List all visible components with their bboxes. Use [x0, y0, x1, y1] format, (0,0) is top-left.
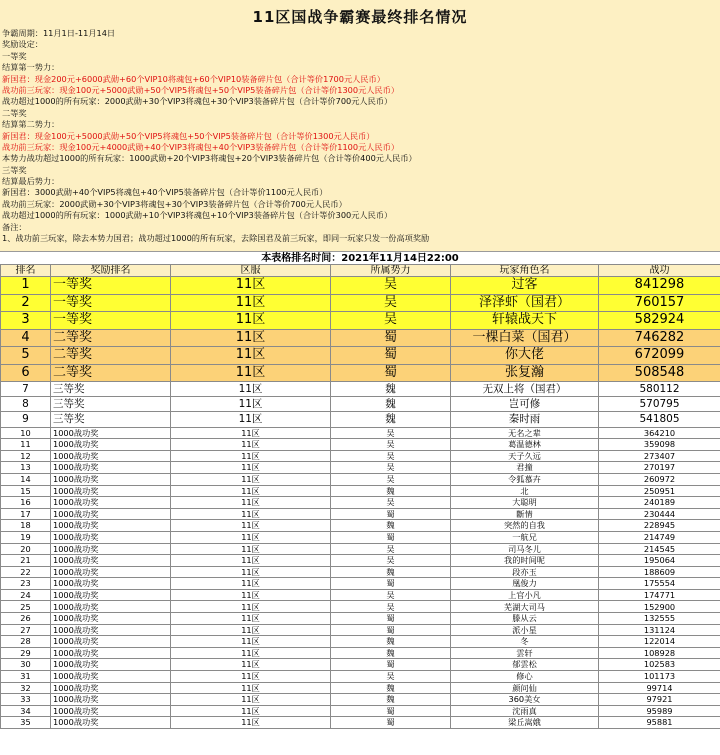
note-line: 新国君：3000武勋+40个VIP5将魂包+40个VIP5装备碎片包（合计等价1100元人民币）	[2, 187, 328, 198]
rank-cell: 3	[1, 312, 51, 330]
faction-cell: 吴	[331, 462, 451, 474]
award-cell: 1000战功奖	[51, 694, 171, 706]
player-name-cell: 轩辕战天下	[451, 312, 599, 330]
server-cell: 11区	[171, 694, 331, 706]
faction-cell: 魏	[331, 694, 451, 706]
table-row	[1, 578, 720, 590]
ranking-table	[0, 264, 720, 729]
faction-cell: 吴	[331, 589, 451, 601]
note-line: 战功超过1000的所有玩家：2000武勋+30个VIP3将魂包+30个VIP3装备碎片包（合计等价700元人民币）	[2, 96, 393, 107]
rank-cell: 20	[1, 543, 51, 555]
table-row	[1, 543, 720, 555]
merit-cell: 131124	[599, 624, 720, 636]
award-cell: 1000战功奖	[51, 682, 171, 694]
player-name-cell: 过客	[451, 277, 599, 295]
server-cell: 11区	[171, 439, 331, 451]
merit-cell: 746282	[599, 329, 720, 347]
column-header-rank: 排名	[1, 265, 51, 277]
server-cell: 11区	[171, 294, 331, 312]
rank-cell: 15	[1, 485, 51, 497]
table-row	[1, 485, 720, 497]
award-cell: 1000战功奖	[51, 543, 171, 555]
column-header-player: 玩家角色名	[451, 265, 599, 277]
award-cell: 1000战功奖	[51, 462, 171, 474]
player-name-cell: 葛温德林	[451, 439, 599, 451]
rank-cell: 10	[1, 427, 51, 439]
table-row	[1, 497, 720, 509]
award-cell: 一等奖	[51, 312, 171, 330]
table-row	[1, 705, 720, 717]
rank-cell: 26	[1, 613, 51, 625]
merit-cell: 230444	[599, 508, 720, 520]
faction-cell: 蜀	[331, 659, 451, 671]
table-row	[1, 520, 720, 532]
rank-cell: 34	[1, 705, 51, 717]
award-cell: 1000战功奖	[51, 589, 171, 601]
player-name-cell: 360美女	[451, 694, 599, 706]
server-cell: 11区	[171, 624, 331, 636]
info-header	[0, 0, 720, 251]
server-cell: 11区	[171, 531, 331, 543]
award-cell: 1000战功奖	[51, 555, 171, 567]
note-line: 争霸周期：11月1日-11月14日	[2, 28, 116, 38]
faction-cell: 蜀	[331, 705, 451, 717]
player-name-cell: 一航兄	[451, 531, 599, 543]
award-cell: 一等奖	[51, 277, 171, 295]
player-name-cell: 突然的自我	[451, 520, 599, 532]
note-line: 新国君：现金100元+5000武勋+50个VIP5将魂包+50个VIP5装备碎片包（合计等价1300元人民币）	[2, 130, 375, 141]
merit-cell: 672099	[599, 347, 720, 365]
award-cell: 二等奖	[51, 329, 171, 347]
player-name-cell: 你大佬	[451, 347, 599, 365]
award-cell: 三等奖	[51, 412, 171, 427]
faction-cell: 吴	[331, 473, 451, 485]
column-header-merit: 战功	[599, 265, 720, 277]
rank-cell: 22	[1, 566, 51, 578]
server-cell: 11区	[171, 397, 331, 412]
table-header-row	[1, 265, 720, 277]
player-name-cell: 北	[451, 485, 599, 497]
player-name-cell: 段亦玉	[451, 566, 599, 578]
award-cell: 1000战功奖	[51, 508, 171, 520]
award-cell: 1000战功奖	[51, 497, 171, 509]
merit-cell: 102583	[599, 659, 720, 671]
merit-cell: 195064	[599, 555, 720, 567]
faction-cell: 吴	[331, 497, 451, 509]
server-cell: 11区	[171, 682, 331, 694]
faction-cell: 魏	[331, 647, 451, 659]
award-cell: 1000战功奖	[51, 439, 171, 451]
table-row	[1, 659, 720, 671]
rank-cell: 31	[1, 671, 51, 683]
merit-cell: 250951	[599, 485, 720, 497]
faction-cell: 吴	[331, 294, 451, 312]
player-name-cell: 天子久远	[451, 450, 599, 462]
table-row	[1, 717, 720, 729]
server-cell: 11区	[171, 566, 331, 578]
rank-cell: 23	[1, 578, 51, 590]
note-line: 备注：	[2, 221, 27, 232]
note-line: 本势力战功超过1000的所有玩家：1000武勋+20个VIP3将魂包+20个VIP3装备碎片包（合计等价400元人民币）	[2, 153, 417, 164]
merit-cell: 214545	[599, 543, 720, 555]
rank-cell: 2	[1, 294, 51, 312]
award-cell: 1000战功奖	[51, 578, 171, 590]
table-row	[1, 347, 720, 365]
award-cell: 一等奖	[51, 294, 171, 312]
merit-cell: 570795	[599, 397, 720, 412]
faction-cell: 蜀	[331, 508, 451, 520]
rank-cell: 21	[1, 555, 51, 567]
server-cell: 11区	[171, 671, 331, 683]
faction-cell: 吴	[331, 671, 451, 683]
rank-cell: 19	[1, 531, 51, 543]
merit-cell: 175554	[599, 578, 720, 590]
faction-cell: 魏	[331, 636, 451, 648]
table-row	[1, 671, 720, 683]
server-cell: 11区	[171, 497, 331, 509]
faction-cell: 蜀	[331, 717, 451, 729]
rank-cell: 25	[1, 601, 51, 613]
player-name-cell: 梁丘嵩娥	[451, 717, 599, 729]
rank-cell: 9	[1, 412, 51, 427]
server-cell: 11区	[171, 347, 331, 365]
award-cell: 1000战功奖	[51, 671, 171, 683]
column-header-award: 奖励排名	[51, 265, 171, 277]
merit-cell: 122014	[599, 636, 720, 648]
faction-cell: 吴	[331, 555, 451, 567]
server-cell: 11区	[171, 555, 331, 567]
award-cell: 1000战功奖	[51, 473, 171, 485]
faction-cell: 魏	[331, 485, 451, 497]
merit-cell: 582924	[599, 312, 720, 330]
merit-cell: 99714	[599, 682, 720, 694]
table-row	[1, 531, 720, 543]
table-row	[1, 427, 720, 439]
rank-cell: 14	[1, 473, 51, 485]
award-cell: 1000战功奖	[51, 450, 171, 462]
table-row	[1, 412, 720, 427]
table-row	[1, 397, 720, 412]
rank-cell: 1	[1, 277, 51, 295]
column-header-faction: 所属势力	[331, 265, 451, 277]
server-cell: 11区	[171, 312, 331, 330]
server-cell: 11区	[171, 277, 331, 295]
server-cell: 11区	[171, 473, 331, 485]
faction-cell: 吴	[331, 312, 451, 330]
merit-cell: 270197	[599, 462, 720, 474]
merit-cell: 580112	[599, 382, 720, 397]
faction-cell: 吴	[331, 601, 451, 613]
table-row	[1, 589, 720, 601]
award-cell: 1000战功奖	[51, 613, 171, 625]
rank-cell: 18	[1, 520, 51, 532]
page-title: 11区国战争霸赛最终排名情况	[252, 8, 468, 26]
merit-cell: 214749	[599, 531, 720, 543]
rank-cell: 6	[1, 364, 51, 382]
rank-cell: 13	[1, 462, 51, 474]
award-cell: 1000战功奖	[51, 520, 171, 532]
note-line: 结算第一势力：	[2, 62, 60, 73]
table-row	[1, 636, 720, 648]
faction-cell: 魏	[331, 566, 451, 578]
player-name-cell: 沈雨真	[451, 705, 599, 717]
player-name-cell: 芜湖大司马	[451, 601, 599, 613]
faction-cell: 蜀	[331, 578, 451, 590]
faction-cell: 吴	[331, 439, 451, 451]
faction-cell: 魏	[331, 382, 451, 397]
player-name-cell: 张复瀚	[451, 364, 599, 382]
award-cell: 1000战功奖	[51, 624, 171, 636]
table-row	[1, 601, 720, 613]
column-header-server: 区服	[171, 265, 331, 277]
note-line: 战功超过1000的所有玩家：1000武勋+10个VIP3将魂包+10个VIP3装备碎片包（合计等价300元人民币）	[2, 210, 393, 221]
server-cell: 11区	[171, 636, 331, 648]
note-line: 1、战功前三玩家，除去本势力国君；战功超过1000的所有玩家，去除国君及前三玩家，即同一玩家只发一份高项奖励	[2, 233, 430, 244]
award-cell: 1000战功奖	[51, 485, 171, 497]
note-line: 战功前三玩家：现金100元+4000武勋+40个VIP3将魂包+40个VIP3装备碎片包（合计等价1100元人民币）	[2, 141, 400, 152]
server-cell: 11区	[171, 659, 331, 671]
award-cell: 1000战功奖	[51, 659, 171, 671]
table-row	[1, 277, 720, 295]
server-cell: 11区	[171, 364, 331, 382]
merit-cell: 101173	[599, 671, 720, 683]
merit-cell: 841298	[599, 277, 720, 295]
rank-cell: 32	[1, 682, 51, 694]
faction-cell: 吴	[331, 543, 451, 555]
table-row	[1, 473, 720, 485]
rank-cell: 16	[1, 497, 51, 509]
faction-cell: 吴	[331, 277, 451, 295]
server-cell: 11区	[171, 382, 331, 397]
server-cell: 11区	[171, 601, 331, 613]
player-name-cell: 颜问仙	[451, 682, 599, 694]
server-cell: 11区	[171, 508, 331, 520]
faction-cell: 蜀	[331, 624, 451, 636]
rank-cell: 12	[1, 450, 51, 462]
server-cell: 11区	[171, 412, 331, 427]
merit-cell: 359098	[599, 439, 720, 451]
server-cell: 11区	[171, 427, 331, 439]
award-cell: 1000战功奖	[51, 601, 171, 613]
faction-cell: 魏	[331, 397, 451, 412]
table-row	[1, 613, 720, 625]
player-name-cell: 斷情	[451, 508, 599, 520]
player-name-cell: 秦时雨	[451, 412, 599, 427]
merit-cell: 152900	[599, 601, 720, 613]
award-cell: 1000战功奖	[51, 717, 171, 729]
player-name-cell: 滕从云	[451, 613, 599, 625]
table-row	[1, 566, 720, 578]
table-row	[1, 682, 720, 694]
rank-cell: 27	[1, 624, 51, 636]
table-row	[1, 439, 720, 451]
note-line: 一等奖	[2, 50, 27, 61]
note-line: 战功前三玩家：2000武勋+30个VIP3将魂包+30个VIP3装备碎片包（合计等价700元人民币）	[2, 198, 347, 209]
player-name-cell: 凰俊力	[451, 578, 599, 590]
player-name-cell: 我的时间呢	[451, 555, 599, 567]
player-name-cell: 上官小凡	[451, 589, 599, 601]
server-cell: 11区	[171, 613, 331, 625]
server-cell: 11区	[171, 647, 331, 659]
faction-cell: 蜀	[331, 364, 451, 382]
award-cell: 1000战功奖	[51, 427, 171, 439]
rank-cell: 29	[1, 647, 51, 659]
faction-cell: 魏	[331, 412, 451, 427]
note-line: 战功前三玩家：现金100元+5000武勋+50个VIP5将魂包+50个VIP5装备碎片包（合计等价1300元人民币）	[2, 84, 400, 95]
merit-cell: 174771	[599, 589, 720, 601]
merit-cell: 108928	[599, 647, 720, 659]
player-name-cell: 岂可修	[451, 397, 599, 412]
rank-cell: 4	[1, 329, 51, 347]
server-cell: 11区	[171, 543, 331, 555]
server-cell: 11区	[171, 450, 331, 462]
award-cell: 二等奖	[51, 364, 171, 382]
player-name-cell: 雲轩	[451, 647, 599, 659]
player-name-cell: 令狐慕卉	[451, 473, 599, 485]
faction-cell: 蜀	[331, 613, 451, 625]
table-row	[1, 450, 720, 462]
merit-cell: 273407	[599, 450, 720, 462]
merit-cell: 97921	[599, 694, 720, 706]
note-line: 结算最后势力：	[2, 176, 60, 187]
server-cell: 11区	[171, 462, 331, 474]
faction-cell: 吴	[331, 427, 451, 439]
rank-cell: 5	[1, 347, 51, 365]
award-cell: 1000战功奖	[51, 705, 171, 717]
table-row	[1, 694, 720, 706]
rank-cell: 7	[1, 382, 51, 397]
table-row	[1, 312, 720, 330]
merit-cell: 541805	[599, 412, 720, 427]
award-cell: 二等奖	[51, 347, 171, 365]
award-cell: 三等奖	[51, 397, 171, 412]
player-name-cell: 修心	[451, 671, 599, 683]
faction-cell: 蜀	[331, 531, 451, 543]
server-cell: 11区	[171, 329, 331, 347]
player-name-cell: 无名之辈	[451, 427, 599, 439]
faction-cell: 吴	[331, 450, 451, 462]
note-line: 新国君：现金200元+6000武勋+60个VIP10将魂包+60个VIP10装备碎片包（合计等价1700元人民币）	[2, 73, 385, 84]
merit-cell: 228945	[599, 520, 720, 532]
server-cell: 11区	[171, 485, 331, 497]
rank-cell: 8	[1, 397, 51, 412]
faction-cell: 蜀	[331, 329, 451, 347]
faction-cell: 魏	[331, 520, 451, 532]
merit-cell: 508548	[599, 364, 720, 382]
player-name-cell: 郁雲松	[451, 659, 599, 671]
faction-cell: 蜀	[331, 347, 451, 365]
merit-cell: 95989	[599, 705, 720, 717]
merit-cell: 364210	[599, 427, 720, 439]
table-row	[1, 294, 720, 312]
table-row	[1, 647, 720, 659]
award-cell: 1000战功奖	[51, 566, 171, 578]
player-name-cell: 大聪明	[451, 497, 599, 509]
merit-cell: 260972	[599, 473, 720, 485]
note-line: 二等奖	[2, 107, 27, 118]
award-cell: 1000战功奖	[51, 531, 171, 543]
rank-cell: 24	[1, 589, 51, 601]
player-name-cell: 一棵白菜（国君）	[451, 329, 599, 347]
server-cell: 11区	[171, 705, 331, 717]
note-line: 结算第二势力：	[2, 119, 60, 130]
note-line: 三等奖	[2, 164, 27, 175]
faction-cell: 魏	[331, 682, 451, 694]
table-row	[1, 555, 720, 567]
player-name-cell: 君撞	[451, 462, 599, 474]
player-name-cell: 冬	[451, 636, 599, 648]
table-row	[1, 624, 720, 636]
table-row	[1, 364, 720, 382]
merit-cell: 760157	[599, 294, 720, 312]
rank-cell: 35	[1, 717, 51, 729]
server-cell: 11区	[171, 589, 331, 601]
merit-cell: 240189	[599, 497, 720, 509]
server-cell: 11区	[171, 578, 331, 590]
rank-cell: 33	[1, 694, 51, 706]
server-cell: 11区	[171, 717, 331, 729]
award-cell: 1000战功奖	[51, 647, 171, 659]
merit-cell: 188609	[599, 566, 720, 578]
player-name-cell: 无双上将（国君）	[451, 382, 599, 397]
merit-cell: 95881	[599, 717, 720, 729]
table-row	[1, 382, 720, 397]
player-name-cell: 派小星	[451, 624, 599, 636]
rank-cell: 28	[1, 636, 51, 648]
rank-cell: 17	[1, 508, 51, 520]
server-cell: 11区	[171, 520, 331, 532]
table-row	[1, 508, 720, 520]
player-name-cell: 司马冬儿	[451, 543, 599, 555]
table-row	[1, 462, 720, 474]
player-name-cell: 泽泽虾（国君）	[451, 294, 599, 312]
rank-cell: 30	[1, 659, 51, 671]
ranking-timestamp: 本表格排名时间：2021年11月14日22:00	[0, 251, 720, 265]
note-line: 奖励设定：	[2, 39, 43, 50]
rank-cell: 11	[1, 439, 51, 451]
reward-notes	[2, 28, 718, 244]
merit-cell: 132555	[599, 613, 720, 625]
table-body	[1, 277, 720, 729]
award-cell: 三等奖	[51, 382, 171, 397]
award-cell: 1000战功奖	[51, 636, 171, 648]
table-row	[1, 329, 720, 347]
